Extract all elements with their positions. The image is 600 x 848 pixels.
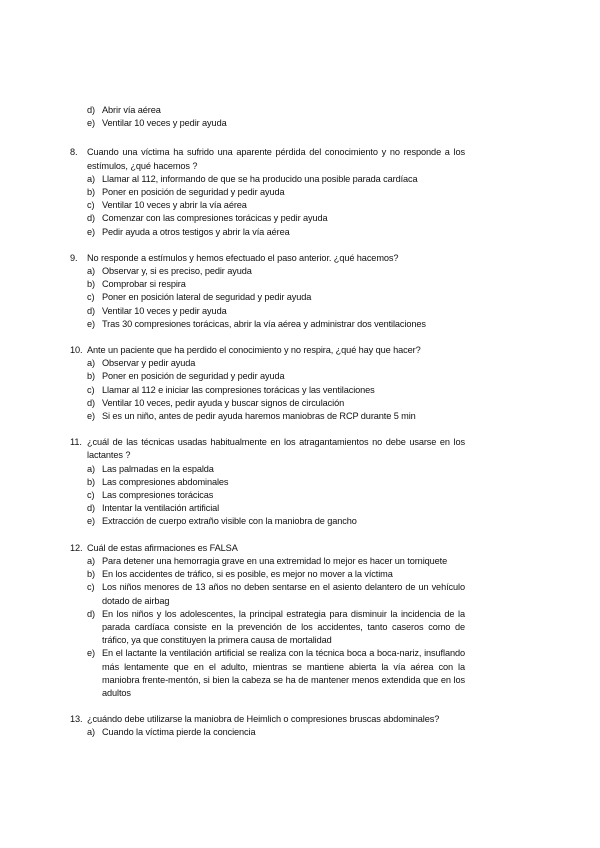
option-item: [70, 265, 465, 278]
option-item: [70, 357, 465, 370]
option-text: Ventilar 10 veces y abrir la vía aérea: [102, 200, 247, 211]
option-letter: a): [87, 727, 95, 738]
option-item: [70, 410, 465, 423]
option-item: [70, 173, 465, 186]
option-text: Ventilar 10 veces y pedir ayuda: [102, 305, 227, 316]
option-text: Para detener una hemorragia grave en una extremidad lo mejor es hacer un torniquete: [102, 555, 448, 566]
option-letter: b): [87, 187, 95, 198]
option-text: Poner en posición de seguridad y pedir ayuda: [102, 187, 285, 198]
option-letter: a): [87, 463, 95, 474]
option-item: [70, 489, 465, 502]
option-letter: d): [87, 305, 95, 316]
option-list: [70, 555, 465, 700]
option-item: [70, 568, 465, 581]
option-letter: e): [87, 411, 95, 422]
option-text: Si es un niño, antes de pedir ayuda haremos maniobras de RCP durante 5 min: [102, 411, 416, 422]
option-letter: c): [87, 582, 95, 593]
option-item: [70, 212, 465, 225]
option-text: Llamar al 112 e iniciar las compresiones torácicas y las ventilaciones: [102, 384, 375, 395]
question-number: 13.: [70, 714, 83, 725]
option-letter: d): [87, 213, 95, 224]
question-13: [70, 713, 465, 739]
option-text: Los niños menores de 13 años no deben sentarse en el asiento delantero de un vehículo dotado de airbag: [102, 582, 465, 606]
option-item: [70, 515, 465, 528]
question-8: [70, 146, 465, 238]
option-list: [70, 265, 465, 331]
option-item: [70, 318, 465, 331]
question-12: [70, 542, 465, 700]
question-number: 9.: [70, 252, 78, 263]
option-letter: e): [87, 226, 95, 237]
option-list: [70, 104, 465, 130]
option-text: Extracción de cuerpo extraño visible con la maniobra de gancho: [102, 516, 357, 527]
option-letter: d): [87, 105, 95, 115]
option-item: [70, 117, 465, 130]
option-item: [70, 226, 465, 239]
option-text: Pedir ayuda a otros testigos y abrir la vía aérea: [102, 226, 290, 237]
option-item: [70, 726, 465, 739]
option-item: [70, 291, 465, 304]
option-item: [70, 384, 465, 397]
option-item: [70, 186, 465, 199]
option-text: Ventilar 10 veces y pedir ayuda: [102, 118, 227, 129]
option-letter: c): [87, 384, 95, 395]
option-letter: d): [87, 608, 95, 619]
option-item: [70, 278, 465, 291]
option-list: [70, 173, 465, 239]
question-number: 10.: [70, 345, 83, 356]
option-text: Abrir vía aérea: [102, 105, 161, 115]
option-item: [70, 502, 465, 515]
option-letter: e): [87, 516, 95, 527]
option-letter: b): [87, 569, 95, 580]
question-number: 11.: [70, 437, 82, 448]
option-text: Las compresiones abdominales: [102, 476, 229, 487]
option-text: Intentar la ventilación artificial: [102, 503, 220, 514]
option-letter: e): [87, 318, 95, 329]
option-text: En los accidentes de tráfico, si es posible, es mejor no mover a la víctima: [102, 569, 393, 580]
option-letter: c): [87, 292, 95, 303]
option-item: [70, 476, 465, 489]
option-text: Ventilar 10 veces, pedir ayuda y buscar signos de circulación: [102, 397, 345, 408]
option-letter: c): [87, 200, 95, 211]
continued-options-block: [70, 104, 465, 130]
option-item: [70, 555, 465, 568]
option-item: [70, 397, 465, 410]
option-text: Comenzar con las compresiones torácicas y pedir ayuda: [102, 213, 328, 224]
option-letter: d): [87, 503, 95, 514]
option-text: En los niños y los adolescentes, la principal estrategia para disminuir la incidencia de la parada cardíaca consiste en la prevención de los accidentes, tanto caseros como de tráfico, ya que constituyen la primera causa de mortalidad: [102, 608, 465, 646]
option-text: Las palmadas en la espalda: [102, 463, 214, 474]
option-text: Cuando la víctima pierde la conciencia: [102, 727, 256, 738]
option-letter: b): [87, 279, 95, 290]
question-number: 8.: [70, 147, 78, 158]
option-text: Las compresiones torácicas: [102, 490, 214, 501]
option-letter: d): [87, 397, 95, 408]
question-text: Ante un paciente que ha perdido el conocimiento y no respira, ¿qué hay que hacer?: [87, 345, 421, 356]
option-item: [70, 608, 465, 648]
option-letter: e): [87, 118, 95, 129]
question-text: ¿cuál de las técnicas usadas habitualmente en los atragantamientos no debe usarse en los lactantes ?: [87, 437, 465, 461]
option-text: Poner en posición lateral de seguridad y pedir ayuda: [102, 292, 312, 303]
option-item: [70, 463, 465, 476]
option-item: [70, 647, 465, 700]
option-letter: b): [87, 371, 95, 382]
question-10: [70, 344, 465, 423]
option-text: Poner en posición de seguridad y pedir ayuda: [102, 371, 285, 382]
option-text: Observar y pedir ayuda: [102, 358, 196, 369]
quiz-content: [70, 104, 465, 753]
question-text: Cuando una víctima ha sufrido una aparente pérdida del conocimiento y no responde a los estímulos, ¿qué hacemos ?: [87, 147, 465, 171]
option-letter: c): [87, 490, 95, 501]
question-number: 12.: [70, 542, 83, 553]
option-list: [70, 357, 465, 423]
question-11: [70, 436, 465, 528]
option-item: [70, 581, 465, 607]
option-list: [70, 726, 465, 739]
option-text: Tras 30 compresiones torácicas, abrir la vía aérea y administrar dos ventilaciones: [102, 318, 426, 329]
question-text: No responde a estímulos y hemos efectuado el paso anterior. ¿qué hacemos?: [87, 252, 399, 263]
option-item: [70, 199, 465, 212]
option-list: [70, 463, 465, 529]
option-text: Observar y, si es preciso, pedir ayuda: [102, 266, 252, 277]
question-text: Cuál de estas afirmaciones es FALSA: [87, 542, 238, 553]
question-9: [70, 252, 465, 331]
question-text: ¿cuándo debe utilizarse la maniobra de Heimlich o compresiones bruscas abdominales?: [87, 714, 440, 725]
option-item: [70, 370, 465, 383]
option-text: Llamar al 112, informando de que se ha producido una posible parada cardíaca: [102, 173, 418, 184]
option-text: Comprobar si respira: [102, 279, 186, 290]
option-letter: a): [87, 358, 95, 369]
option-letter: e): [87, 648, 95, 659]
option-item: [70, 305, 465, 318]
option-letter: a): [87, 555, 95, 566]
option-letter: a): [87, 173, 95, 184]
option-letter: a): [87, 266, 95, 277]
option-item: [70, 104, 465, 117]
option-text: En el lactante la ventilación artificial se realiza con la técnica boca a boca-nariz, insuflando más lentamente que en el adulto, mientras se mantiene abierta la vía aérea con la maniobra frente-mentón, si bien la cabeza se ha de mantener menos extendida que en los adultos: [102, 648, 465, 698]
option-letter: b): [87, 476, 95, 487]
